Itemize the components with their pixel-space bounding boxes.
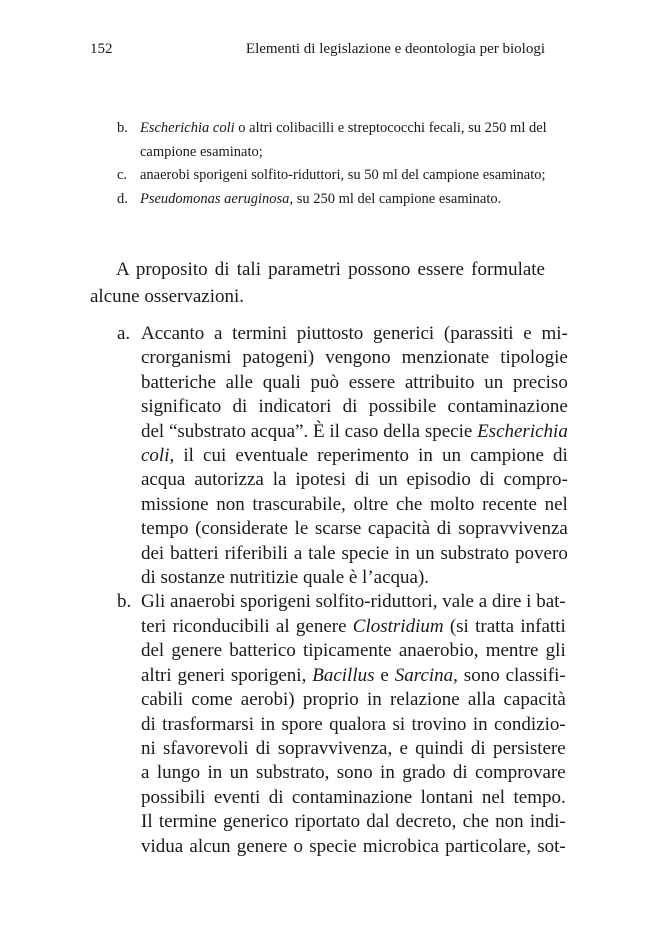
list-item [117,164,562,188]
list-item-text [140,164,562,188]
list-item [117,117,562,164]
list-marker: a. [117,323,131,344]
text-run: altri generi sporigeni, [141,664,313,686]
page-number: 152 [90,41,113,57]
species-name: Escherichia [477,420,568,442]
text-line: possibili eventi di contaminazione lontani nel tempo. [141,786,566,808]
species-name: Pseudomonas aeruginosa [140,190,290,207]
list-item-rest: o altri colibacilli e streptococchi fecali, su 250 ml del campione esaminato; [140,120,547,160]
text-line: batteriche alle quali può essere attribuito un preciso [141,371,568,393]
list-marker: d. [117,190,128,207]
list-marker: b. [117,591,132,613]
list-item-rest: , su 250 ml del campione esaminato. [289,190,502,207]
text-line: acqua autorizza la ipotesi di un episodio di compro- [141,469,568,491]
text-line: ni sfavorevoli di sopravvivenza, e quindi di persistere [141,737,566,759]
species-name: Escherichia coli [140,120,235,136]
text-run: , sono classifi- [453,664,566,686]
genus-name: Sarcina [394,664,454,686]
text-line: cabili come aerobi) proprio in relazione alla capacità [141,689,566,711]
observation-text [141,590,566,858]
text-line: Accanto a termini piuttosto generici (parassiti e mi- [141,323,568,344]
text-line: Gli anaerobi sporigeni solfito-riduttori, vale a dire i bat- [141,591,566,613]
list-item-rest: anaerobi sporigeni solfito-riduttori, su 50 ml del campione esaminato; [140,167,546,183]
parameter-list [117,117,562,211]
text-line: significato di indicatori di possibile contaminazione [141,396,568,418]
observation-item-a [117,322,568,590]
observation-item-b [117,590,566,858]
text-line [141,444,568,468]
text-run: e [374,664,395,686]
list-item-text [140,117,562,164]
text-run: (si tratta infatti [443,615,566,637]
text-run: del “substrato acqua”. È il caso della specie [141,420,478,442]
text-line [141,420,568,444]
text-line: Il termine generico riportato dal decreto, che non indi- [141,811,566,833]
text-line [141,664,566,688]
text-line [141,615,566,639]
text-line: crorganismi patogeni) vengono menzionate tipologie [141,347,568,369]
intro-paragraph: A proposito di tali parametri possono essere formulate alcune osservazioni. [90,259,545,307]
text-line: a lungo in un substrato, sono in grado di comprovare [141,762,566,784]
observation-text [141,322,568,590]
text-line: del genere batterico tipicamente anaerobio, mentre gli [141,640,566,662]
text-line: di sostanze nutritizie quale è l’acqua). [141,567,430,589]
observations-list [117,322,568,859]
list-item [117,188,562,212]
list-marker: b. [117,120,128,136]
running-head: Elementi di legislazione e deontologia per biologi [245,41,545,57]
text-line: di trasformarsi in spore qualora si trovino in condizio- [141,713,566,735]
list-marker: c. [117,167,128,183]
genus-name: Clostridium [352,615,444,637]
text-line: missione non trascurabile, oltre che molto recente nel [141,493,568,515]
text-run: , il cui eventuale reperimento in un campione di [169,445,568,467]
species-name: coli [141,445,170,467]
text-line: tempo (considerate le scarse capacità di sopravvivenza [141,518,568,540]
genus-name: Bacillus [312,664,375,686]
text-run: teri riconducibili al genere [141,615,353,637]
text-line: dei batteri riferibili a tale specie in un substrato povero [141,542,568,564]
text-line: vidua alcun genere o specie microbica particolare, sot- [141,835,566,857]
list-item-text [140,188,562,212]
